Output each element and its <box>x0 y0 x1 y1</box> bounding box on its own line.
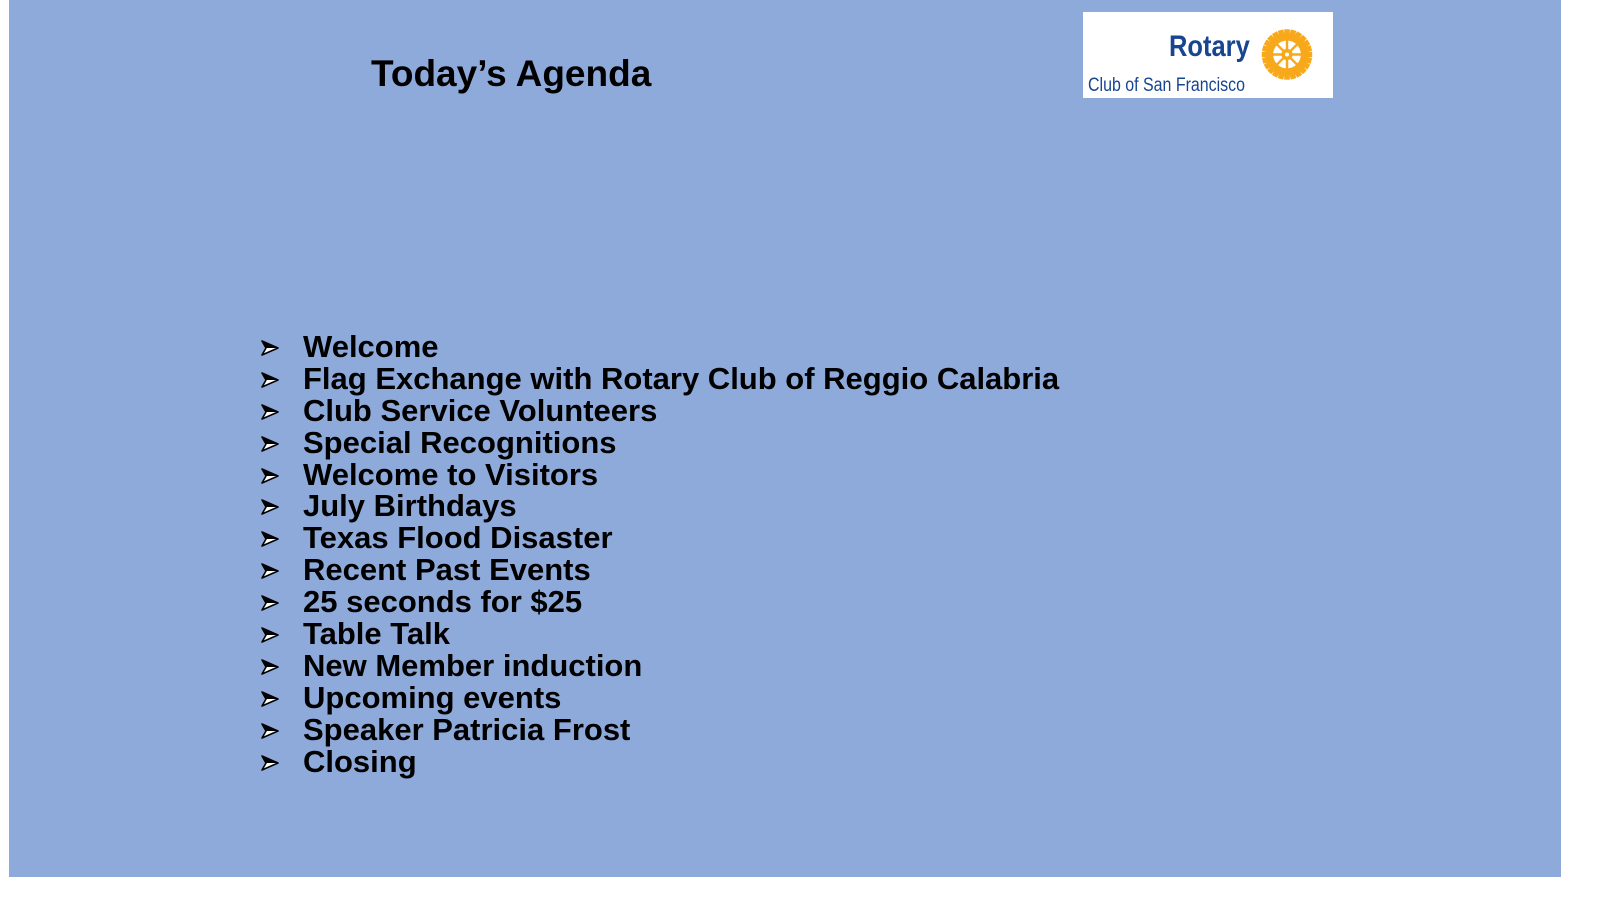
agenda-title: Today’s Agenda <box>371 53 652 94</box>
arrowhead-bullet-icon <box>261 659 279 675</box>
arrowhead-bullet-icon <box>261 723 279 739</box>
agenda-item-label: 25 seconds for $25 <box>303 584 583 620</box>
agenda-item-label: Club Service Volunteers <box>303 392 658 428</box>
arrowhead-bullet-icon <box>261 404 279 420</box>
arrowhead-bullet-icon <box>261 499 279 515</box>
agenda-item-label: Recent Past Events <box>303 552 591 588</box>
arrowhead-bullet-icon <box>261 691 279 707</box>
agenda-item-label: Speaker Patricia Frost <box>303 711 631 747</box>
arrowhead-bullet-icon <box>261 372 279 388</box>
rotary-wheel-icon <box>1259 18 1315 91</box>
arrowhead-bullet-icon <box>261 436 279 452</box>
arrowhead-bullet-icon <box>261 563 279 579</box>
slide <box>9 0 1561 877</box>
arrowhead-bullet-icon <box>261 468 279 484</box>
agenda-item-label: Flag Exchange with Rotary Club of Reggio Calabria <box>303 360 1060 396</box>
agenda-item-label: New Member induction <box>303 647 643 683</box>
arrowhead-bullet-icon <box>261 627 279 643</box>
rotary-logo <box>1083 12 1333 98</box>
agenda-item-label: Closing <box>303 743 417 779</box>
agenda-item-label: Table Talk <box>303 616 451 652</box>
agenda-item-label: Special Recognitions <box>303 424 617 460</box>
agenda-item-label: Welcome to Visitors <box>303 456 599 492</box>
arrowhead-bullet-icon <box>261 595 279 611</box>
arrowhead-bullet-icon <box>261 531 279 547</box>
agenda-item-label: July Birthdays <box>303 488 517 524</box>
arrowhead-bullet-icon <box>261 340 279 356</box>
agenda-item-label: Texas Flood Disaster <box>303 520 613 556</box>
logo-subtitle: Club of San Francisco <box>1088 75 1246 96</box>
agenda-item-label: Upcoming events <box>303 679 562 715</box>
logo-wordmark: Rotary <box>1169 30 1250 63</box>
arrowhead-bullet-icon <box>261 755 279 771</box>
agenda-item-label: Welcome <box>303 329 439 364</box>
